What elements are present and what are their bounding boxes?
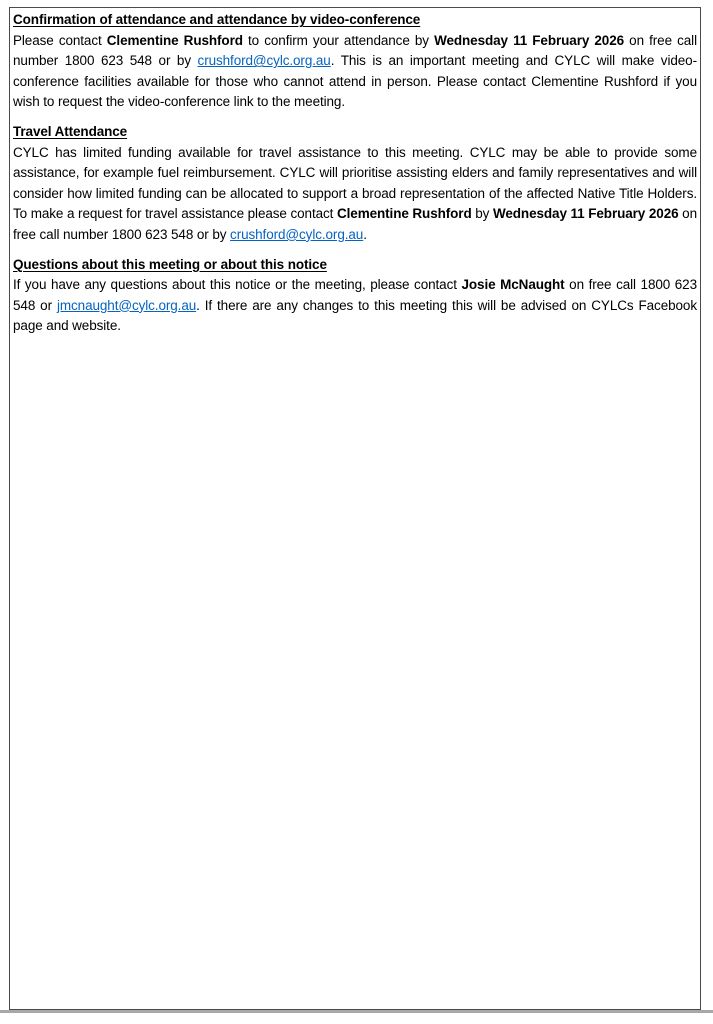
text-run: If you have any questions about this notice or the meeting, please contact <box>13 277 462 293</box>
section-paragraph <box>13 31 697 113</box>
bold-text-run: Josie McNaught <box>461 277 565 293</box>
section-heading: Confirmation of attendance and attendance by video-conference <box>13 12 421 27</box>
section-paragraph <box>13 275 697 337</box>
section-questions <box>13 255 697 337</box>
text-run: to confirm your attendance by <box>242 32 435 48</box>
email-link[interactable]: crushford@cylc.org.au <box>230 226 364 242</box>
text-run: . This is an important meeting and CYLC will make video-conference facilities available for those who cannot attend in person. Please contact Clementine Rushford if you wish to request the video-conference link to the meeting. <box>13 53 697 110</box>
section-paragraph <box>13 143 697 246</box>
section-heading: Questions about this meeting or about this notice <box>13 256 327 272</box>
bold-text-run: Wednesday 11 February 2026 <box>492 206 679 222</box>
email-link[interactable]: crushford@cylc.org.au <box>197 53 331 69</box>
text-run: on free call 1800 623 548 or <box>13 277 697 313</box>
text-run: on free call number 1800 623 548 or by <box>13 32 697 69</box>
section-travel-attendance <box>13 122 697 246</box>
bold-text-run: Clementine Rushford <box>336 206 472 222</box>
section-heading: Travel Attendance <box>13 123 128 139</box>
document-content <box>13 10 697 346</box>
bold-text-run: Wednesday 11 February 2026 <box>434 32 625 48</box>
section-confirmation-of-attendance <box>13 10 697 113</box>
text-run: on free call number 1800 623 548 or by <box>13 206 697 242</box>
document-text-frame <box>9 7 701 1010</box>
text-run: . <box>363 226 367 242</box>
page-bottom-edge <box>0 1010 713 1013</box>
text-run: CYLC has limited funding available for travel assistance to this meeting. CYLC may be able to provide some assistance, for example fuel reimbursement. CYLC will prioritise assisting elders and family representatives and will consider how limited funding can be allocated to support a broad representation of the affected Native Title Holders. To make a request for travel assistance please contact <box>13 144 697 222</box>
text-run: Please contact <box>13 32 107 48</box>
text-run: . If there are any changes to this meeting this will be advised on CYLCs Facebook page and website. <box>13 297 697 334</box>
text-run: by <box>471 206 493 222</box>
bold-text-run: Clementine Rushford <box>106 32 243 48</box>
email-link[interactable]: jmcnaught@cylc.org.au <box>56 297 197 313</box>
